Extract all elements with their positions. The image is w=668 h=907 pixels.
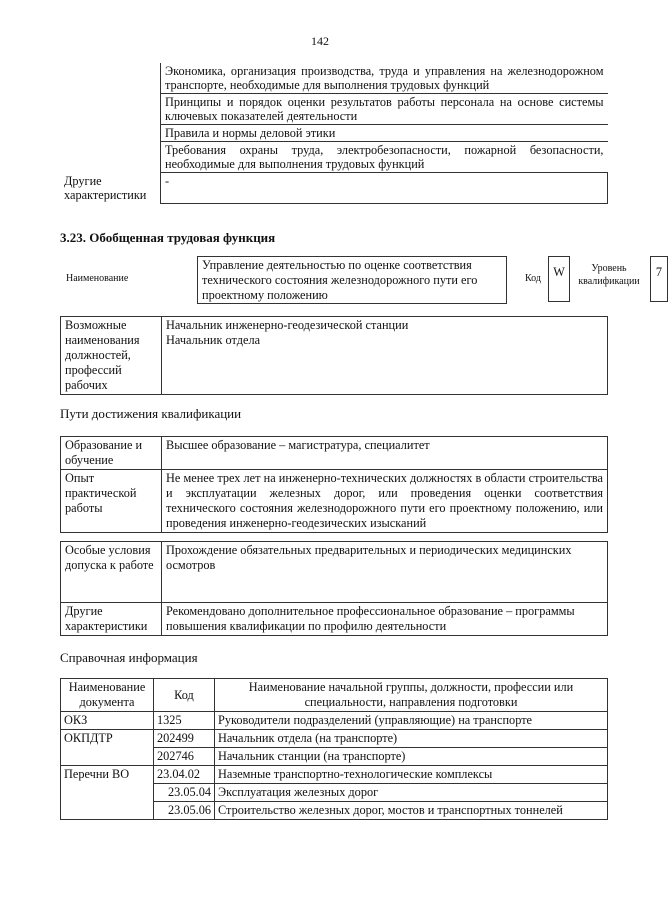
table-row	[61, 730, 608, 748]
qualification-level-label: Уровень квалификации	[578, 263, 640, 287]
knowledge-item: Экономика, организация производства, труда и управления на железнодорожном транспорте, необходимые для выполнения трудовых функций	[161, 63, 608, 94]
education-label: Образование и обучение	[61, 437, 162, 470]
table-row	[60, 63, 608, 94]
positions-label: Возможные наименования должностей, профессий рабочих	[61, 317, 162, 395]
table-row	[60, 142, 608, 173]
table-row	[61, 712, 608, 730]
code-cell: 202746	[154, 748, 215, 766]
name-cell: Эксплуатация железных дорог	[215, 784, 608, 802]
reference-heading: Справочная информация	[60, 650, 198, 665]
table-row	[61, 603, 608, 636]
doc-cell: ОКЗ	[61, 712, 154, 730]
other-characteristics-value: -	[161, 173, 608, 204]
paths-heading: Пути достижения квалификации	[60, 406, 242, 421]
other-value: Рекомендовано дополнительное профессиональное образование – программы повышения квалификации по профилю деятельности	[162, 603, 608, 636]
table-row	[60, 173, 608, 204]
code-cell: 23.05.04	[154, 784, 215, 802]
qualification-level-value: 7	[650, 256, 668, 302]
name-cell: Руководители подразделений (управляющие) на транспорте	[215, 712, 608, 730]
doc-cell: Перечни ВО	[61, 766, 154, 820]
name-cell: Строительство железных дорог, мостов и транспортных тоннелей	[215, 802, 608, 820]
reference-table	[60, 678, 608, 820]
code-cell: 23.04.02	[154, 766, 215, 784]
knowledge-item: Требования охраны труда, электробезопасности, пожарной безопасности, необходимые для выполнения трудовых функций	[161, 142, 608, 173]
table-row	[61, 542, 608, 603]
special-conditions-value: Прохождение обязательных предварительных и периодических медицинских осмотров	[162, 542, 608, 603]
code-label: Код	[525, 273, 541, 284]
experience-value: Не менее трех лет на инженерно-технических должностях в области строительства и эксплуатации железных дорог, или проведения оценки соответствия технического состояния железнодорожного пути его проектному положению, или проведения инженерно-геодезических изысканий	[162, 470, 608, 533]
column-header: Наименование начальной группы, должности, профессии или специальности, направления подготовки	[215, 679, 608, 712]
table-header-row	[61, 679, 608, 712]
positions-list	[162, 317, 608, 395]
code-cell: 202499	[154, 730, 215, 748]
code-cell: 23.05.06	[154, 802, 215, 820]
table-row	[61, 437, 608, 470]
other-characteristics-label: Другие характеристики	[60, 173, 161, 204]
code-cell: 1325	[154, 712, 215, 730]
code-value: W	[548, 256, 570, 302]
position-item: Начальник инженерно-геодезической станции	[166, 318, 409, 332]
conditions-table	[60, 541, 608, 636]
table-row	[60, 125, 608, 142]
positions-table	[60, 316, 608, 395]
column-header: Код	[154, 679, 215, 712]
section-title: 3.23. Обобщенная трудовая функция	[60, 230, 276, 245]
continued-knowledge-table	[60, 63, 608, 204]
other-label: Другие характеристики	[61, 603, 162, 636]
table-row	[61, 766, 608, 784]
function-name: Управление деятельностью по оценке соответствия технического состояния железнодорожного пути его проектному положению	[197, 256, 507, 304]
table-row	[61, 470, 608, 533]
qualification-paths-table	[60, 436, 608, 533]
name-cell: Начальник станции (на транспорте)	[215, 748, 608, 766]
column-header: Наименование документа	[61, 679, 154, 712]
name-cell: Начальник отдела (на транспорте)	[215, 730, 608, 748]
education-value: Высшее образование – магистратура, специалитет	[162, 437, 608, 470]
knowledge-item: Правила и нормы деловой этики	[161, 125, 608, 142]
special-conditions-label: Особые условия допуска к работе	[61, 542, 162, 603]
knowledge-item: Принципы и порядок оценки результатов работы персонала на основе системы ключевых показателей деятельности	[161, 94, 608, 125]
name-label: Наименование	[66, 273, 129, 284]
table-row	[61, 317, 608, 395]
position-item: Начальник отдела	[166, 333, 261, 347]
doc-cell: ОКПДТР	[61, 730, 154, 766]
table-row	[60, 94, 608, 125]
name-cell: Наземные транспортно-технологические комплексы	[215, 766, 608, 784]
page-number: 142	[311, 34, 329, 48]
experience-label: Опыт практической работы	[61, 470, 162, 533]
function-name-row	[60, 256, 663, 304]
